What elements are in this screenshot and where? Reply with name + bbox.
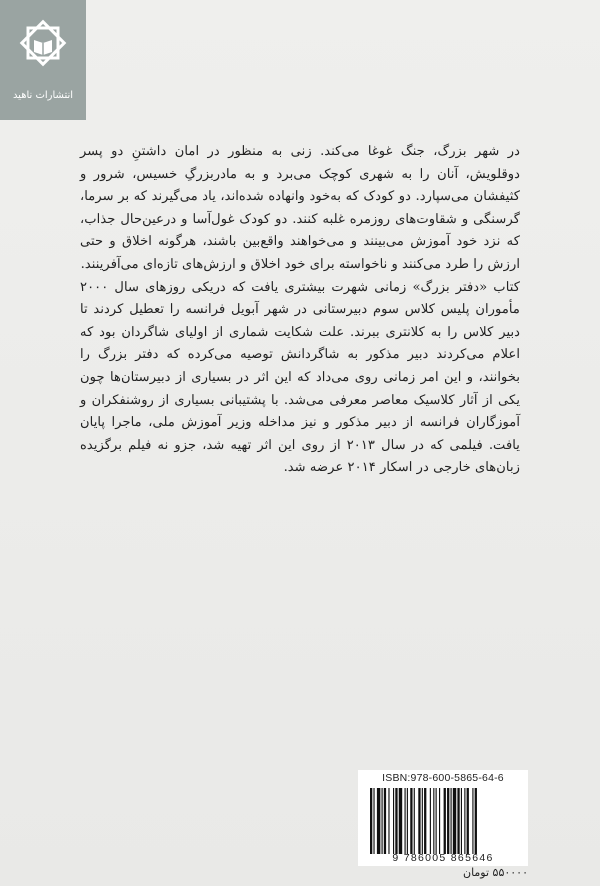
barcode-icon xyxy=(368,788,518,854)
description-paragraph-2: کتاب «دفتر بزرگ» زمانی شهرت بیشتری یافت که دریکی روزهای سال ۲۰۰۰ مأموران پلیس کلاس سوم دبیرستانی در شهر آبویل فرانسه را تعطیل کردند تا دبیر کلاس را به کلانتری ببرند. علت شکایت شماری از اولیای شاگردان بود که اعلام می‌کردند دبیر مذکور به شاگردانش توصیه می‌کرده که دفتر بزرگ را بخوانند، و این امر زمانی روی می‌داد که این اثر در بسیاری از دبیرستان‌ها چون یکی از آثار کلاسیک معاصر معرفی می‌شد. با پشتیبانی بسیاری از روشنفکران و آموزگاران فرانسه از دبیر مذکور و نیز مداخله وزیر آموزش ملی، ماجرا پایان یافت. فیلمی که در سال ۲۰۱۳ از روی این اثر تهیه شد، جزو نه فیلم برگزیده زبان‌های خارجی در اسکار ۲۰۱۴ عرضه شد. xyxy=(80,279,520,476)
publisher-name: انتشارات ناهید xyxy=(12,90,74,101)
barcode-digits: 9 786005 865646 xyxy=(392,852,494,864)
isbn-label: ISBN:978-600-5865-64-6 xyxy=(382,772,504,784)
description-text xyxy=(80,141,520,480)
star-book-logo-icon xyxy=(14,14,72,72)
description-paragraph-1: در شهر بزرگ، جنگ غوغا می‌کند. زنی به منظور در امان داشتنِ دو پسر دوقلویش، آنان را به شهری کوچک می‌برد و به مادربزرگِ خسیس، شرور و کثیفشان می‌سپارد. دو کودک که به‌خود وانهاده شده‌اند، یاد می‌گیرند که بر سرما، گرسنگی و شقاوت‌های روزمره غلبه کنند. دو کودک غول‌آسا و درعین‌حال جذاب، که نزد خود آموزش می‌بینند و می‌خواهند واقع‌بین باشند، هرگونه اخلاق و حتی ارزش را طرد می‌کنند و ناخواسته برای خود اخلاق و ارزش‌های تازه‌ای می‌آفرینند. xyxy=(80,144,520,272)
publisher-badge xyxy=(0,0,86,120)
price-label: ۵۵۰۰۰۰ تومان xyxy=(462,866,528,879)
isbn-barcode-block xyxy=(358,770,528,866)
